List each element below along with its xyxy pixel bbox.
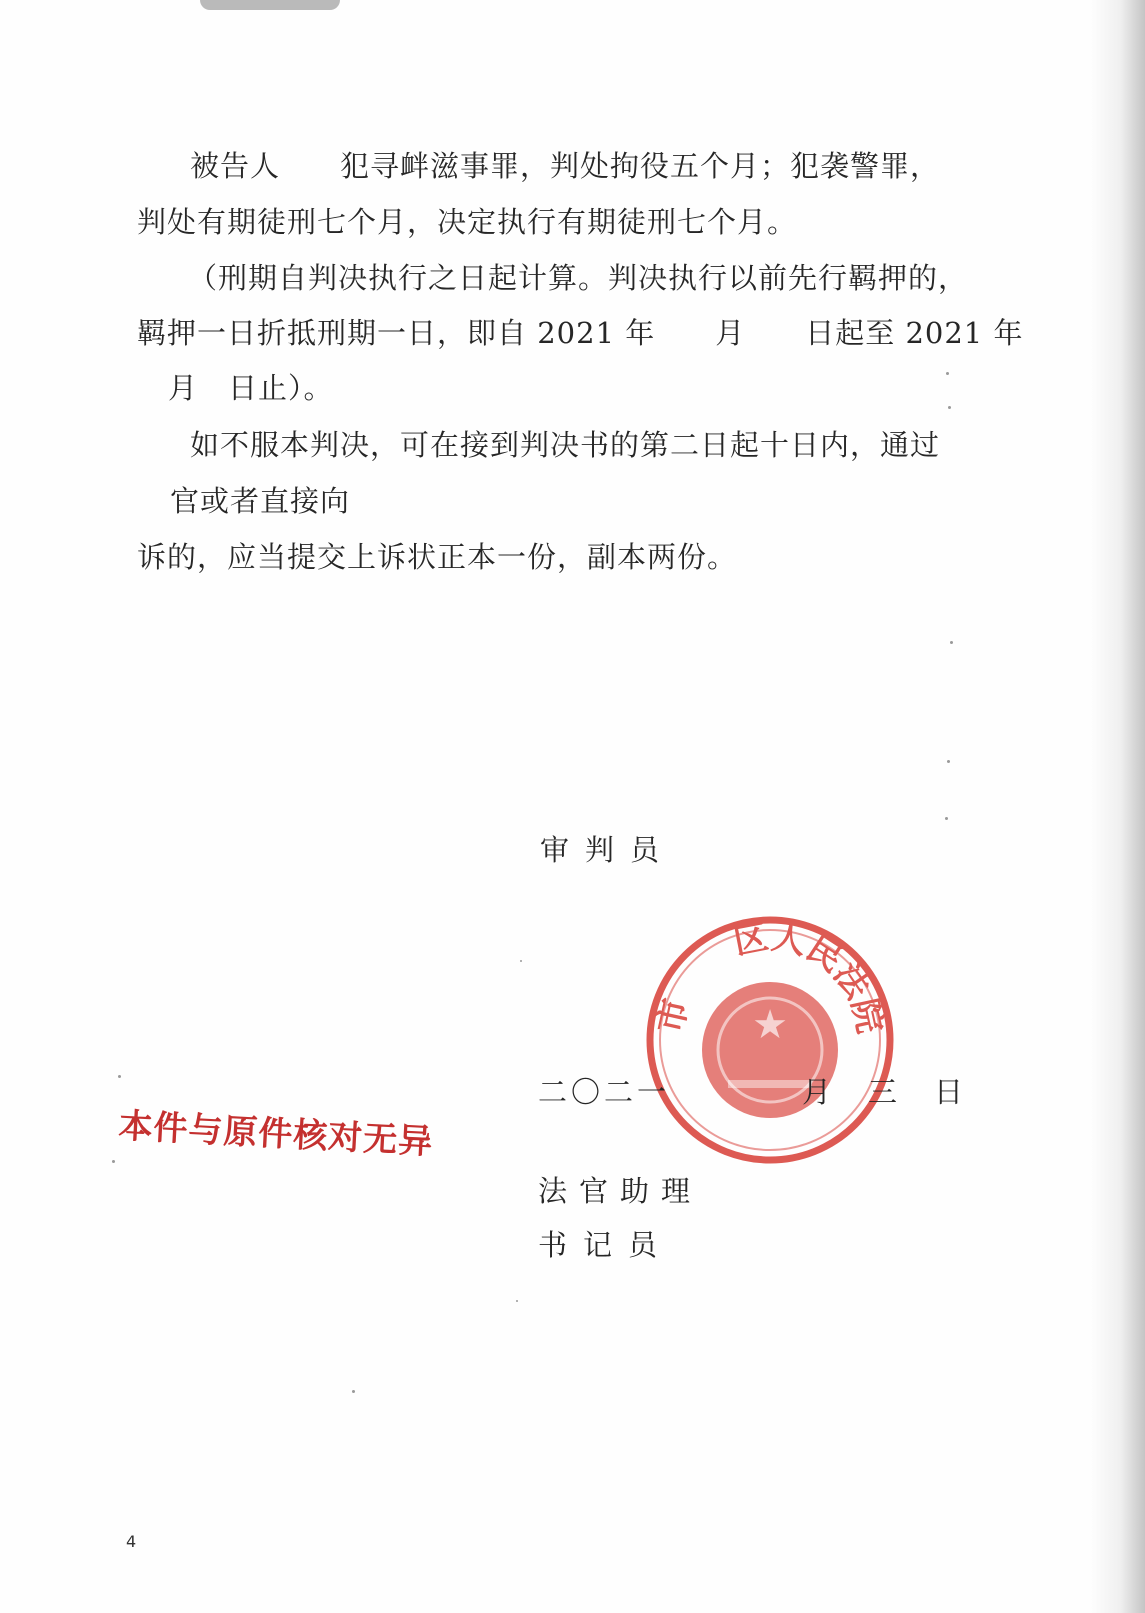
assistant-label: 法官助理 — [538, 1174, 703, 1208]
body-line-1: 被告人 犯寻衅滋事罪，判处拘役五个月；犯袭警罪， — [190, 149, 941, 183]
page-number: 4 — [126, 1532, 137, 1551]
scan-speck — [118, 1075, 121, 1078]
scan-speck — [948, 406, 951, 409]
seal-text: 市 区人民法院 — [650, 917, 890, 1037]
scan-speck — [947, 760, 950, 763]
scan-smudge — [200, 0, 340, 10]
body-line-3: （刑期自判决执行之日起计算。判决执行以前先行羁押的， — [188, 261, 969, 295]
scan-edge-shadow — [1090, 0, 1145, 1613]
scan-speck — [946, 372, 949, 375]
scan-speck — [945, 817, 948, 820]
scan-speck — [516, 1300, 518, 1302]
verification-stamp: 本件与原件核对无异 — [117, 1105, 435, 1163]
scan-speck — [950, 641, 953, 644]
scan-speck — [520, 960, 522, 962]
body-line-6: 如不服本判决，可在接到判决书的第二日起十日内，通过 — [190, 428, 941, 462]
signature-date: 二〇二一 月 三 日 — [538, 1075, 968, 1109]
body-line-5: 月 日止）。 — [168, 371, 334, 405]
seal-star-icon: ★ — [752, 1002, 788, 1048]
scan-speck — [352, 1390, 355, 1393]
clerk-label: 书记员 — [538, 1228, 674, 1262]
body-line-2: 判处有期徒刑七个月，决定执行有期徒刑七个月。 — [137, 205, 798, 239]
judge-label: 审判员 — [540, 833, 676, 867]
body-line-8: 诉的，应当提交上诉状正本一份，副本两份。 — [137, 540, 738, 574]
body-line-4: 羁押一日折抵刑期一日，即自 2021 年 月 日起至 2021 年 — [137, 316, 1024, 350]
court-seal — [640, 910, 900, 1170]
scan-speck — [112, 1160, 115, 1163]
body-line-7: 官或者直接向 — [170, 484, 351, 518]
